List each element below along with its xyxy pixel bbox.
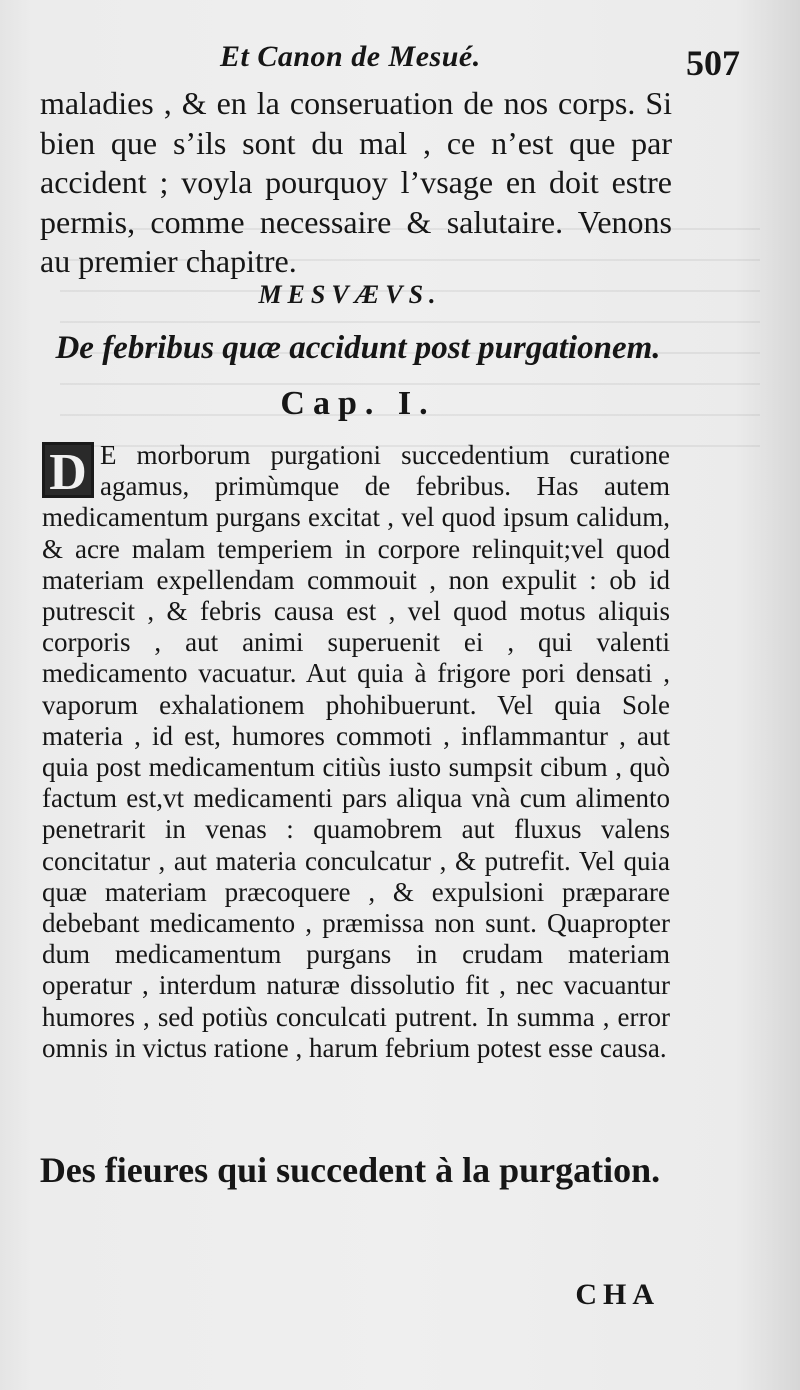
catchword: CHA xyxy=(575,1278,660,1311)
author-heading: MESVÆVS. xyxy=(258,280,442,309)
page-number: 507 xyxy=(686,43,740,83)
running-title: Et Canon de Mesué. xyxy=(220,40,481,73)
intro-text: maladies , & en la conseruation de nos corps. Si bien que s’ils sont du mal , ce n’est que par accident ; voyla pourquoy l’vsage en doit estre permis, comme necessaire & salutaire. Venons au premier chapitre. xyxy=(40,85,672,279)
latin-paragraph xyxy=(42,440,670,1064)
chapter-number: Cap. I. xyxy=(280,385,436,422)
decorated-initial: D xyxy=(42,442,94,498)
chapter-title: De febribus quæ accidunt post purgationem. xyxy=(55,330,661,366)
intro-paragraph xyxy=(40,84,672,282)
french-heading: Des fieures qui succedent à la purgation. xyxy=(39,1150,661,1190)
page-header xyxy=(40,40,740,90)
latin-text: E morborum purgationi succedentium curatione agamus, primùmque de febribus. Has autem medicamentum purgans excitat , vel quod ipsum calidum, & acre malam temperiem in corpore relinquit;vel quod materiam expellendam commouit , non expulit : ob id putrescit , & febris causa est , vel quod motus aliquis corporis , aut animi superuenit ei , qui valenti medicamento vacuatur. Aut quia à frigore pori densati , vaporum exhalationem phohibuerunt. Vel quia Sole materia , id est, humores commoti , inflammantur , aut quia post medicamentum citiùs iusto sumpsit cibum , quò factum est,vt medicamenti pars aliqua vnà cum alimento penetrarit in venas : quamobrem aut fluxus valens concitatur , aut materia conculcatur , & putrefit. Vel quia quæ materiam præcoquere , & expulsioni præparare debebant medicamento , præmissa non sunt. Quapropter dum medicamentum purgans in crudam materiam operatur , interdum naturæ dissolutio fit , nec vacuantur humores , sed potiùs conculcati putrent. In summa , error omnis in victus ratione , harum febrium potest esse causa. xyxy=(42,440,670,1063)
